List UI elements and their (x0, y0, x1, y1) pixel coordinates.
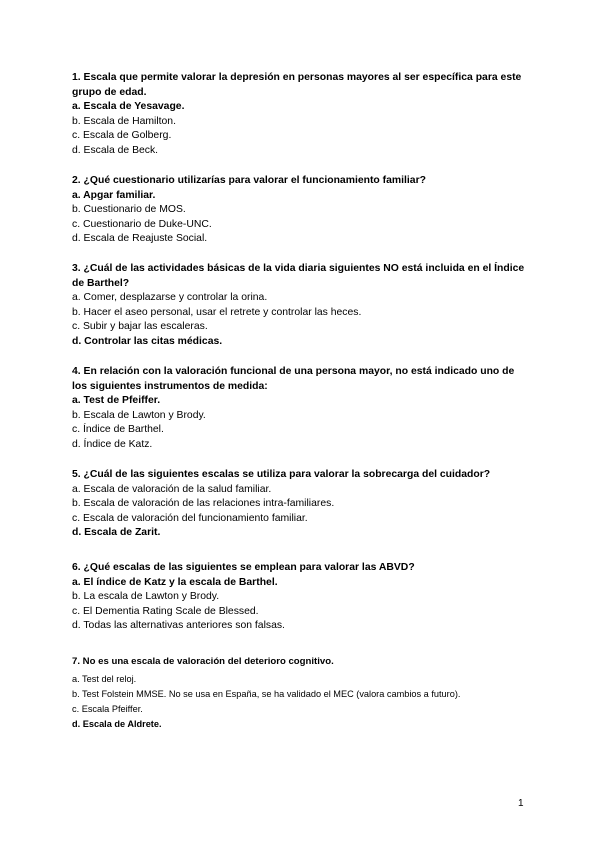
option-d: d. Escala de Beck. (72, 144, 159, 156)
question-text: 1. Escala que permite valorar la depresión en personas mayores al ser específica para este grupo de edad. (72, 72, 522, 98)
option-c: c. El Dementia Rating Scale de Blessed. (72, 605, 259, 617)
question-1 (72, 71, 532, 158)
option-b: b. Cuestionario de MOS. (72, 204, 186, 215)
question-text: 7. No es una escala de valoración del deterioro cognitivo. (72, 656, 334, 667)
question-6 (72, 561, 532, 634)
option-d: d. Todas las alternativas anteriores son falsas. (72, 620, 285, 631)
option-b: b. Escala de Lawton y Brody. (72, 409, 206, 421)
option-c: c. Escala de valoración del funcionamiento familiar. (72, 512, 308, 524)
option-d: d. Controlar las citas médicas. (72, 335, 223, 347)
option-d: d. Índice de Katz. (72, 438, 153, 450)
page-number: 1 (518, 798, 524, 809)
option-c: c. Escala de Golberg. (72, 130, 172, 141)
option-b: b. La escala de Lawton y Brody. (72, 591, 220, 602)
option-a: a. Comer, desplazarse y controlar la orina. (72, 292, 268, 303)
option-d: d. Escala de Aldrete. (72, 719, 162, 729)
question-4 (72, 365, 532, 452)
option-b: b. Escala de valoración de las relaciones intra-familiares. (72, 498, 335, 509)
question-text: 3. ¿Cuál de las actividades básicas de la vida diaria siguientes NO está incluida en el Índice de Barthel? (72, 263, 525, 289)
question-7 (72, 654, 532, 732)
option-c: c. Cuestionario de Duke-UNC. (72, 218, 212, 230)
option-b: b. Hacer el aseo personal, usar el retrete y controlar las heces. (72, 306, 362, 318)
option-a: a. Escala de valoración de la salud familiar. (72, 483, 272, 495)
question-2 (72, 174, 532, 247)
option-a: a. El índice de Katz y la escala de Barthel. (72, 576, 278, 588)
question-text: 2. ¿Qué cuestionario utilizarías para valorar el funcionamiento familiar? (72, 175, 426, 186)
option-d: d. Escala de Reajuste Social. (72, 233, 208, 244)
question-text: 4. En relación con la valoración funcional de una persona mayor, no está indicado uno de los siguientes instrumentos de medida: (72, 366, 515, 392)
option-b: b. Test Folstein MMSE. No se usa en España, se ha validado el MEC (valora cambios a futuro). (72, 689, 461, 699)
option-c: c. Índice de Barthel. (72, 424, 164, 435)
question-text: 6. ¿Qué escalas de las siguientes se emplean para valorar las ABVD? (72, 562, 415, 573)
option-d: d. Escala de Zarit. (72, 527, 161, 538)
option-b: b. Escala de Hamilton. (72, 115, 176, 127)
option-a: a. Apgar familiar. (72, 189, 156, 201)
option-a: a. Test del reloj. (72, 674, 137, 684)
question-text: 5. ¿Cuál de las siguientes escalas se utiliza para valorar la sobrecarga del cuidador? (72, 469, 491, 480)
option-a: a. Test de Pfeiffer. (72, 395, 161, 406)
option-c: c. Subir y bajar las escaleras. (72, 321, 208, 332)
question-3 (72, 262, 532, 349)
option-a: a. Escala de Yesavage. (72, 101, 185, 112)
question-5 (72, 468, 532, 541)
option-c: c. Escala Pfeiffer. (72, 704, 143, 714)
